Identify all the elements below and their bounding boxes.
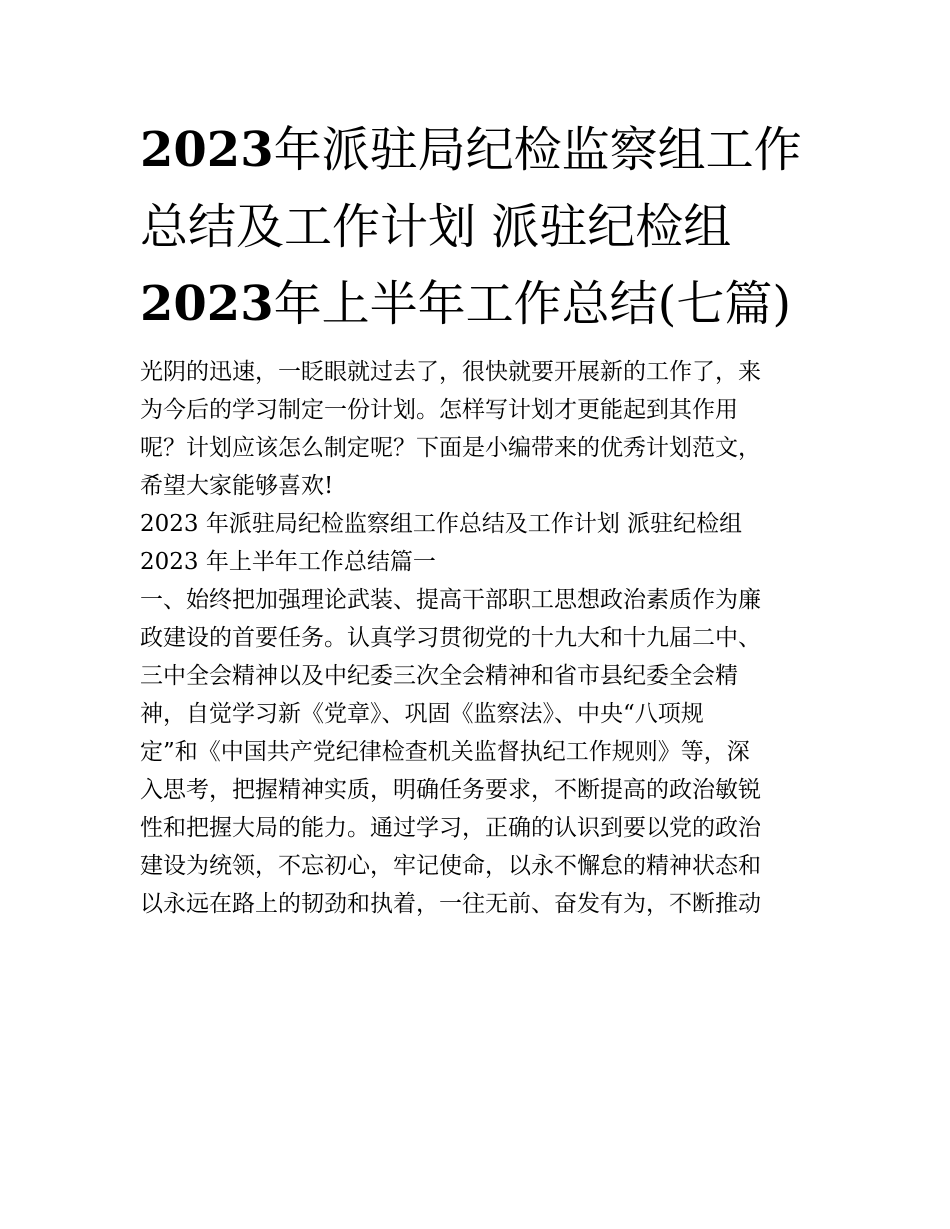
subtitle-line: 2023 年上半年工作总结篇一 (140, 549, 436, 575)
body-line: 三中全会精神以及中纪委三次全会精神和省市县纪委全会精 (140, 663, 738, 689)
title-line-1-year: 2023 (140, 122, 274, 178)
document-page (140, 112, 820, 923)
body-line: 政建设的首要任务。认真学习贯彻党的十九大和十九届二中、 (140, 625, 761, 651)
subtitle-line: 2023 年派驻局纪检监察组工作总结及工作计划 派驻纪检组 (140, 511, 743, 537)
body-line: 以永远在路上的韧劲和执着，一往无前、奋发有为，不断推动 (140, 891, 761, 917)
body-line: 性和把握大局的能力。通过学习，正确的认识到要以党的政治 (140, 815, 761, 841)
body-line: 定”和《中国共产党纪律检查机关监督执纪工作规则》等，深 (140, 739, 750, 765)
document-title (140, 112, 820, 343)
title-line-2-text: 总结及工作计划 派驻纪检组 (140, 199, 732, 255)
intro-line: 呢？计划应该怎么制定呢？下面是小编带来的优秀计划范文， (140, 435, 761, 461)
body-line: 入思考，把握精神实质，明确任务要求，不断提高的政治敏锐 (140, 777, 761, 803)
body-line: 一、始终把加强理论武装、提高干部职工思想政治素质作为廉 (140, 587, 761, 613)
intro-line: 光阴的迅速，一眨眼就过去了，很快就要开展新的工作了，来 (140, 359, 761, 385)
title-line-3-text: 年上半年工作总结(七篇) (273, 276, 792, 332)
body-paragraph (140, 581, 820, 923)
body-line: 建设为统领，不忘初心，牢记使命，以永不懈怠的精神状态和 (140, 853, 761, 879)
body-line: 神，自觉学习新《党章》、巩固《监察法》、中央“八项规 (140, 701, 704, 727)
title-line-3 (140, 266, 820, 343)
title-line-1 (140, 112, 820, 189)
title-line-1-text: 年派驻局纪检监察组工作 (273, 122, 802, 178)
section-subtitle (140, 505, 820, 581)
intro-line: 为今后的学习制定一份计划。怎样写计划才更能起到其作用 (140, 397, 738, 423)
title-line-3-year: 2023 (140, 276, 274, 332)
intro-line: 希望大家能够喜欢! (140, 473, 334, 499)
intro-paragraph (140, 353, 820, 505)
title-line-2 (140, 189, 820, 266)
